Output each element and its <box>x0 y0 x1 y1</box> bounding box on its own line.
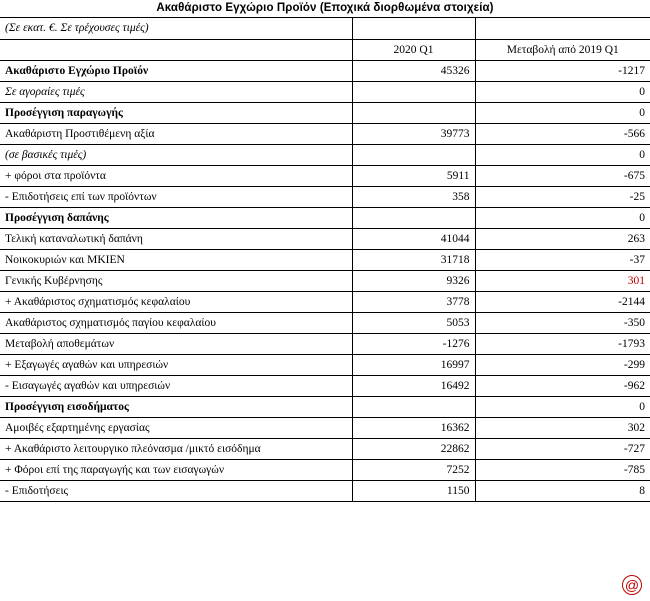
at-sign-icon: @ <box>620 573 646 599</box>
row-value: 16362 <box>352 417 475 438</box>
row-change: -962 <box>475 375 650 396</box>
row-label: - Επιδοτήσεις <box>0 480 352 501</box>
row-label: Προσέγγιση εισοδήματος <box>0 396 352 417</box>
row-change: 301 <box>475 270 650 291</box>
row-change: -785 <box>475 459 650 480</box>
subtitle-spacer-change <box>475 18 650 39</box>
subtitle-cell: (Σε εκατ. €. Σε τρέχουσες τιμές) <box>0 18 352 39</box>
row-value: 3778 <box>352 291 475 312</box>
row-value: 31718 <box>352 249 475 270</box>
table-row <box>0 60 650 81</box>
row-change: -727 <box>475 438 650 459</box>
row-change: 0 <box>475 396 650 417</box>
row-label: + φόροι στα προϊόντα <box>0 165 352 186</box>
row-value: 5053 <box>352 312 475 333</box>
row-change: 0 <box>475 144 650 165</box>
document-title: Ακαθάριστο Εγχώριο Προϊόν (Εποχικά διορθωμένα στοιχεία) <box>0 0 650 18</box>
row-label: Προσέγγιση δαπάνης <box>0 207 352 228</box>
row-value: 7252 <box>352 459 475 480</box>
table-row <box>0 438 650 459</box>
row-change: 0 <box>475 102 650 123</box>
table-row <box>0 207 650 228</box>
row-value <box>352 396 475 417</box>
table-subtitle-row <box>0 18 650 39</box>
row-label: Σε αγοραίες τιμές <box>0 81 352 102</box>
row-label: + Ακαθάριστο λειτουργικο πλεόνασμα /μικτό εισόδημα <box>0 438 352 459</box>
table-row <box>0 459 650 480</box>
row-change: 263 <box>475 228 650 249</box>
header-value: 2020 Q1 <box>352 39 475 60</box>
header-change: Μεταβολή από 2019 Q1 <box>475 39 650 60</box>
row-change: -1793 <box>475 333 650 354</box>
table-row <box>0 354 650 375</box>
table-row <box>0 102 650 123</box>
row-label: Ακαθάριστη Προστιθέμενη αξία <box>0 123 352 144</box>
table-row <box>0 165 650 186</box>
row-value: 39773 <box>352 123 475 144</box>
table-row <box>0 312 650 333</box>
table-row <box>0 81 650 102</box>
row-value: 22862 <box>352 438 475 459</box>
table-row <box>0 123 650 144</box>
table-row <box>0 417 650 438</box>
row-value <box>352 102 475 123</box>
row-label: Τελική καταναλωτική δαπάνη <box>0 228 352 249</box>
row-change: -1217 <box>475 60 650 81</box>
row-value: 16997 <box>352 354 475 375</box>
subtitle-spacer-value <box>352 18 475 39</box>
row-change: 0 <box>475 81 650 102</box>
table-row <box>0 249 650 270</box>
row-value <box>352 144 475 165</box>
row-value: 9326 <box>352 270 475 291</box>
row-label: Ακαθάριστος σχηματισμός παγίου κεφαλαίου <box>0 312 352 333</box>
row-value <box>352 207 475 228</box>
row-label: - Επιδοτήσεις επί των προϊόντων <box>0 186 352 207</box>
row-change: -566 <box>475 123 650 144</box>
row-change: -37 <box>475 249 650 270</box>
row-label: + Εξαγωγές αγαθών και υπηρεσιών <box>0 354 352 375</box>
row-label: (σε βασικές τιμές) <box>0 144 352 165</box>
row-label: Γενικής Κυβέρνησης <box>0 270 352 291</box>
table-row <box>0 333 650 354</box>
row-value: -1276 <box>352 333 475 354</box>
header-label <box>0 39 352 60</box>
row-change: 0 <box>475 207 650 228</box>
table-row <box>0 270 650 291</box>
row-change: 8 <box>475 480 650 501</box>
row-change: -299 <box>475 354 650 375</box>
row-value: 5911 <box>352 165 475 186</box>
table-row <box>0 144 650 165</box>
table-row <box>0 291 650 312</box>
row-change: -350 <box>475 312 650 333</box>
row-label: Προσέγγιση παραγωγής <box>0 102 352 123</box>
row-label: Ακαθάριστο Εγχώριο Προϊόν <box>0 60 352 81</box>
table-row <box>0 480 650 501</box>
row-label: Νοικοκυριών και ΜΚΙΕΝ <box>0 249 352 270</box>
table-row <box>0 228 650 249</box>
row-value: 41044 <box>352 228 475 249</box>
row-value: 358 <box>352 186 475 207</box>
gdp-table <box>0 18 650 502</box>
row-change: -25 <box>475 186 650 207</box>
table-header-row <box>0 39 650 60</box>
row-value: 45326 <box>352 60 475 81</box>
row-change: -675 <box>475 165 650 186</box>
row-label: + Ακαθάριστος σχηματισμός κεφαλαίου <box>0 291 352 312</box>
row-value <box>352 81 475 102</box>
row-change: 302 <box>475 417 650 438</box>
table-row <box>0 396 650 417</box>
row-label: Μεταβολή αποθεμάτων <box>0 333 352 354</box>
row-change: -2144 <box>475 291 650 312</box>
table-body <box>0 18 650 501</box>
row-label: + Φόροι επί της παραγωγής και των εισαγωγών <box>0 459 352 480</box>
row-label: Αμοιβές εξαρτημένης εργασίας <box>0 417 352 438</box>
row-label: - Εισαγωγές αγαθών και υπηρεσιών <box>0 375 352 396</box>
table-row <box>0 375 650 396</box>
row-value: 1150 <box>352 480 475 501</box>
row-value: 16492 <box>352 375 475 396</box>
table-row <box>0 186 650 207</box>
